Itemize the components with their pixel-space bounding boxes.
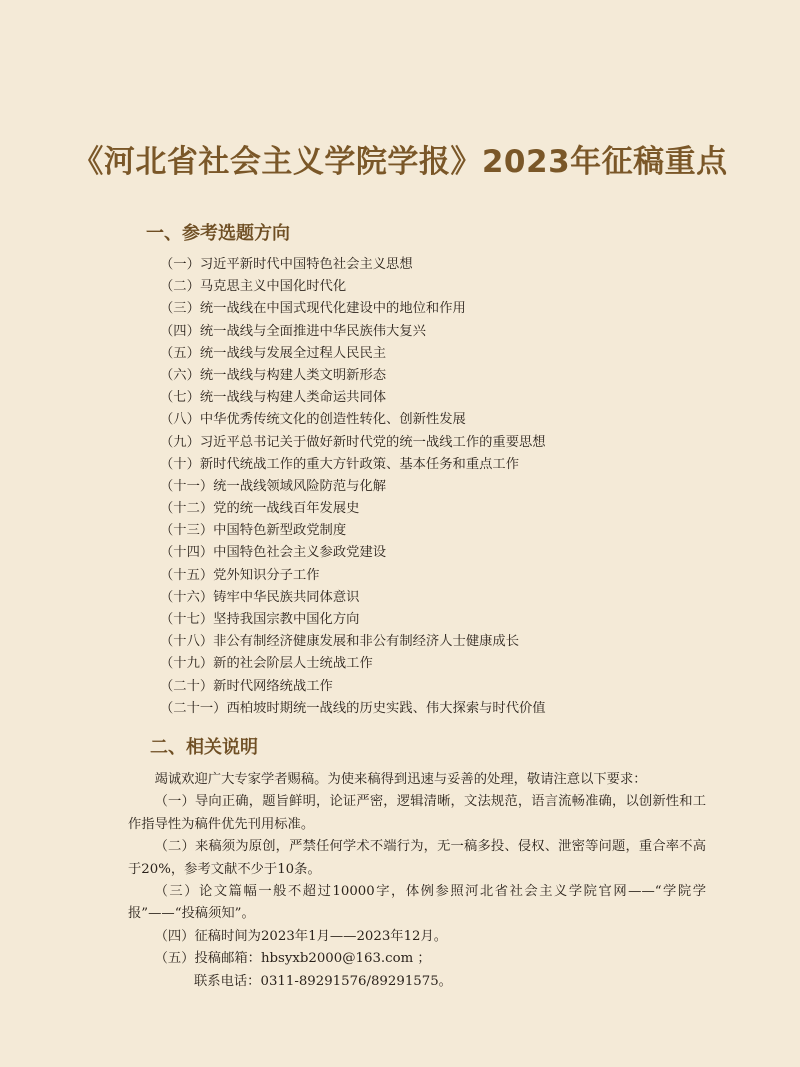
list-item: （十八）非公有制经济健康发展和非公有制经济人士健康成长 <box>160 634 520 650</box>
list-item: （十四）中国特色社会主义参政党建设 <box>160 545 387 561</box>
list-item: （十六）铸牢中华民族共同体意识 <box>160 589 360 605</box>
list-item: （二十一）西柏坡时期统一战线的历史实践、伟大探索与时代价值 <box>160 700 546 716</box>
topic-list <box>160 254 546 720</box>
list-item: （一）习近平新时代中国特色社会主义思想 <box>160 257 413 272</box>
list-item: （九）习近平总书记关于做好新时代党的统一战线工作的重要思想 <box>160 434 546 450</box>
notes-item: （一）导向正确，题旨鲜明，论证严密，逻辑清晰，文法规范，语言流畅准确，以创新性和工作指导性为稿件优先刊用标准。 <box>128 794 706 832</box>
list-item: （五）统一战线与发展全过程人民民主 <box>160 345 387 361</box>
list-item: （四）统一战线与全面推进中华民族伟大复兴 <box>160 323 426 339</box>
list-item: （十五）党外知识分子工作 <box>160 567 320 583</box>
notes-item: （三）论文篇幅一般不超过10000字，体例参照河北省社会主义学院官网——“学院学报”——“投稿须知”。 <box>128 884 706 922</box>
list-item: （七）统一战线与构建人类命运共同体 <box>160 390 387 406</box>
page-title: 《河北省社会主义学院学报》2023年征稿重点 <box>72 144 728 180</box>
list-item: （六）统一战线与构建人类文明新形态 <box>160 367 387 383</box>
list-item: （二十）新时代网络统战工作 <box>160 678 333 694</box>
notes-contact-phone: 联系电话：0311-89291576/89291575。 <box>194 973 452 989</box>
list-item: （十一）统一战线领域风险防范与化解 <box>160 478 387 494</box>
list-item: （十二）党的统一战线百年发展史 <box>160 501 360 517</box>
notes-item-email: （五）投稿邮箱：hbsyxb2000@163.com ； <box>154 951 431 967</box>
list-item: （三）统一战线在中国式现代化建设中的地位和作用 <box>160 301 466 317</box>
notes-body <box>128 769 706 993</box>
section-heading-topics: 一、参考选题方向 <box>146 223 290 244</box>
list-item: （八）中华优秀传统文化的创造性转化、创新性发展 <box>160 412 466 428</box>
list-item: （十三）中国特色新型政党制度 <box>160 523 347 539</box>
list-item: （十）新时代统战工作的重大方针政策、基本任务和重点工作 <box>160 456 520 472</box>
notes-item: （四）征稿时间为2023年1月——2023年12月。 <box>154 928 448 944</box>
section-heading-notes: 二、相关说明 <box>150 737 258 758</box>
notes-item: （二）来稿须为原创，严禁任何学术不端行为，无一稿多投、侵权、泄密等问题，重合率不高于20%，参考文献不少于10条。 <box>128 839 706 877</box>
notes-intro: 竭诚欢迎广大专家学者赐稿。为使来稿得到迅速与妥善的处理，敬请注意以下要求： <box>154 772 647 787</box>
list-item: （十七）坚持我国宗教中国化方向 <box>160 612 360 627</box>
list-item: （十九）新的社会阶层人士统战工作 <box>160 656 373 672</box>
list-item: （二）马克思主义中国化时代化 <box>160 279 347 295</box>
